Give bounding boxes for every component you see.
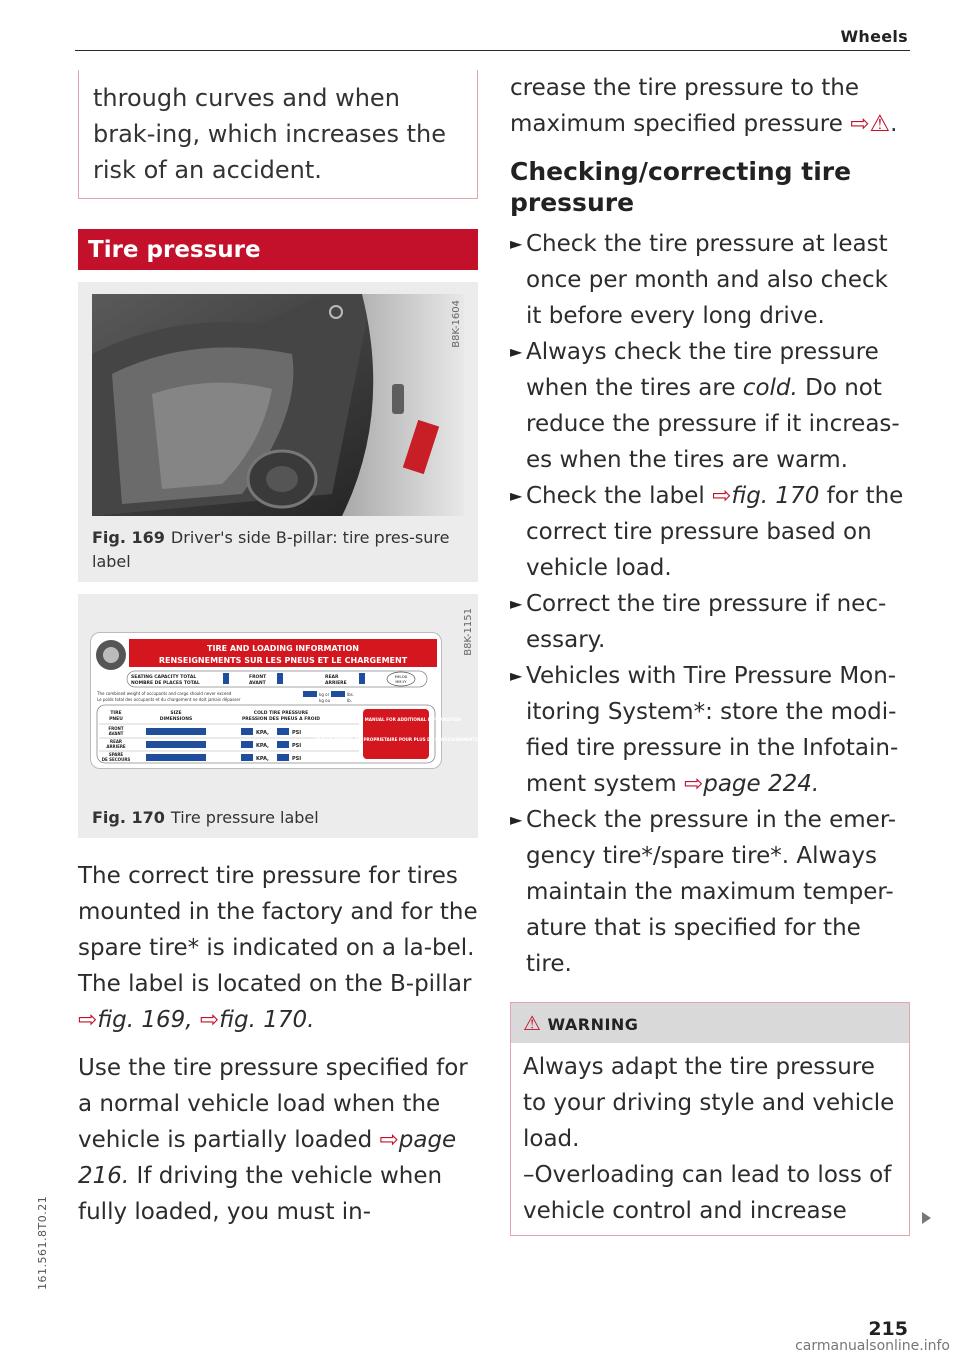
tire-label-graphic [91,633,479,768]
xref-arrow-icon: ⇨ [850,111,870,137]
figure-label: Fig. 170 [92,808,165,827]
label-title-fr: RENSEIGNEMENTS SUR LES PNEUS ET LE CHARGEMENT [158,656,408,665]
figure-id: B8K-1151 [463,608,474,656]
figure-caption [78,804,478,838]
svg-text:KPA,: KPA, [256,756,269,762]
svg-text:ARRIERE: ARRIERE [106,744,126,749]
label-circle-top: MM-DD [394,675,408,679]
label-lb: lb. [347,698,352,703]
label-lbs: lbs. [347,692,355,697]
continued-arrow-icon [922,1212,931,1224]
warning-paragraph: Always adapt the tire pressure to your driving style and vehicle load. [523,1054,895,1152]
warning-triangle-icon: ⚠ [869,111,891,137]
warning-list-item: –Overloading can lead to loss of vehicle control and increase [523,1162,892,1224]
list-item: ► Always check the tire pressure when the tires are cold. Do not reduce the pressure if it increas-es when the tires are warm. [510,334,910,478]
svg-text:KPA,: KPA, [256,730,269,736]
paragraph-continuation: crease the tire pressure to the maximum specified pressure ⇨⚠. [510,75,898,137]
xref-arrow-icon: ⇨ [78,1007,98,1033]
xref-page-224[interactable]: page 224. [703,771,820,797]
label-seating-fr: NOMBRE DE PLACES TOTAL [131,681,200,686]
warning-title: WARNING [547,1015,639,1034]
b-pillar-photo [92,294,464,516]
list-item: ► Check the pressure in the emer-gency tire*/spare tire*. Always maintain the maximum temper-ature that is specified for the tire. [510,802,910,982]
label-seating-en: SEATING CAPACITY TOTAL [131,675,197,680]
label-fine-1: The combined weight of occupants and cargo should never exceed [97,691,232,696]
xref-arrow-icon: ⇨ [199,1007,220,1033]
svg-text:KPA,: KPA, [256,743,269,749]
bullet-triangle-icon: ► [510,234,523,253]
figure-label: Fig. 169 [92,528,165,547]
label-kg-ou: kg ou [319,698,331,703]
svg-text:SPARE: SPARE [108,752,124,757]
bullet-triangle-icon: ► [510,342,523,361]
warning-triangle-icon: ⚠ [523,1011,542,1035]
list-item: ► Vehicles with Tire Pressure Mon-itoring System*: store the modi-fied tire pressure in the Infotain-ment system ⇨page 224. [510,658,910,802]
body-paragraphs [78,858,478,1230]
label-front-fr: AVANT [249,681,266,686]
list-item: ► Check the tire pressure at least once per month and also check it before every long drive. [510,226,910,334]
label-col-size-fr: DIMENSIONS [159,717,193,722]
label-kg-or: kg or [319,692,330,697]
list-item: ► Correct the tire pressure if nec-essary. [510,586,910,658]
svg-text:FRONT: FRONT [108,726,124,731]
xref-fig-170[interactable]: fig. 170 [731,483,820,509]
warning-body [511,1043,909,1235]
tire-label-area [78,594,478,804]
label-side-en: SEE OWNER'S MANUAL FOR ADDITIONAL INFORMATION [330,717,462,722]
xref-arrow-icon: ⇨ [712,483,732,509]
figure-caption [78,516,478,582]
label-col-tire-fr: PNEU [109,717,123,722]
xref-fig-170[interactable]: fig. 170. [219,1007,315,1033]
paragraph-normal-load: Use the tire pressure specified for a normal vehicle load when the vehicle is partially loaded ⇨page 216. If driving the vehicle when fully loaded, you must in- [78,1055,468,1225]
svg-text:PSI: PSI [292,743,302,749]
b-pillar-illustration [92,294,464,516]
side-document-code: 161.561.8T0.21 [36,1195,49,1290]
svg-text:PSI: PSI [292,756,302,762]
bullet-triangle-icon: ► [510,486,523,505]
instruction-list [510,226,910,982]
warning-header [511,1003,909,1043]
svg-text:REAR: REAR [110,739,122,744]
figure-169 [78,282,478,582]
page-number: 215 [868,1318,908,1340]
figure-caption-text: Driver's side B-pillar: tire pres-sure label [92,528,450,571]
label-col-cold-fr: PRESSION DES PNEUS A FROID [242,717,320,722]
svg-text:AVANT: AVANT [108,731,124,736]
figure-id: B8K-1604 [451,300,462,348]
bullet-triangle-icon: ► [510,810,523,829]
header-rule [75,50,910,51]
paragraph-label-location: The correct tire pressure for tires mounted in the factory and for the spare tire* is indicated on a la-bel. The label is located on the B-pillar ⇨fig. 169, ⇨fig. 170. [78,863,478,1033]
label-side-fr: VOIR LE MANUEL DU PROPRIETAIRE POUR PLUS DE RENSEIGNEMENTS [313,737,479,742]
label-rear-fr: ARRIERE [325,681,347,686]
running-header-section: Wheels [840,27,908,46]
label-fine-2: Le poids total des occupants et du chargement ne doit jamais dépasser [97,697,241,702]
label-col-size-en: SIZE [170,711,182,716]
label-title-en: TIRE AND LOADING INFORMATION [207,644,359,653]
warning-box [510,1002,910,1236]
subsection-heading: Checking/correcting tire pressure [510,157,852,217]
xref-arrow-icon: ⇨ [379,1127,399,1153]
xref-fig-169[interactable]: fig. 169, [97,1007,193,1033]
xref-arrow-icon: ⇨ [683,771,704,797]
label-col-cold-en: COLD TIRE PRESSURE [253,711,309,716]
left-column [78,70,478,1230]
bullet-triangle-icon: ► [510,594,523,613]
label-front-en: FRONT [249,675,267,680]
list-item: ► Check the label ⇨fig. 170 for the correct tire pressure based on vehicle load. [510,478,910,586]
svg-text:PSI: PSI [292,730,302,736]
right-column [510,70,910,1236]
figure-caption-text: Tire pressure label [170,808,319,827]
svg-text:DE SECOURS: DE SECOURS [101,757,131,762]
footer-watermark: carmanualsonline.info [795,1338,950,1354]
warning-continuation: through curves and when brak-ing, which increases the risk of an accident. [78,70,478,199]
xref-page-216[interactable]: page 216. [78,1127,457,1189]
section-title: Tire pressure [78,229,478,270]
figure-170 [78,594,478,838]
label-rear-en: REAR [325,675,339,680]
label-col-tire-en: TIRE [110,711,122,716]
label-circle-bottom: MM-YY [395,680,407,684]
bullet-triangle-icon: ► [510,666,523,685]
